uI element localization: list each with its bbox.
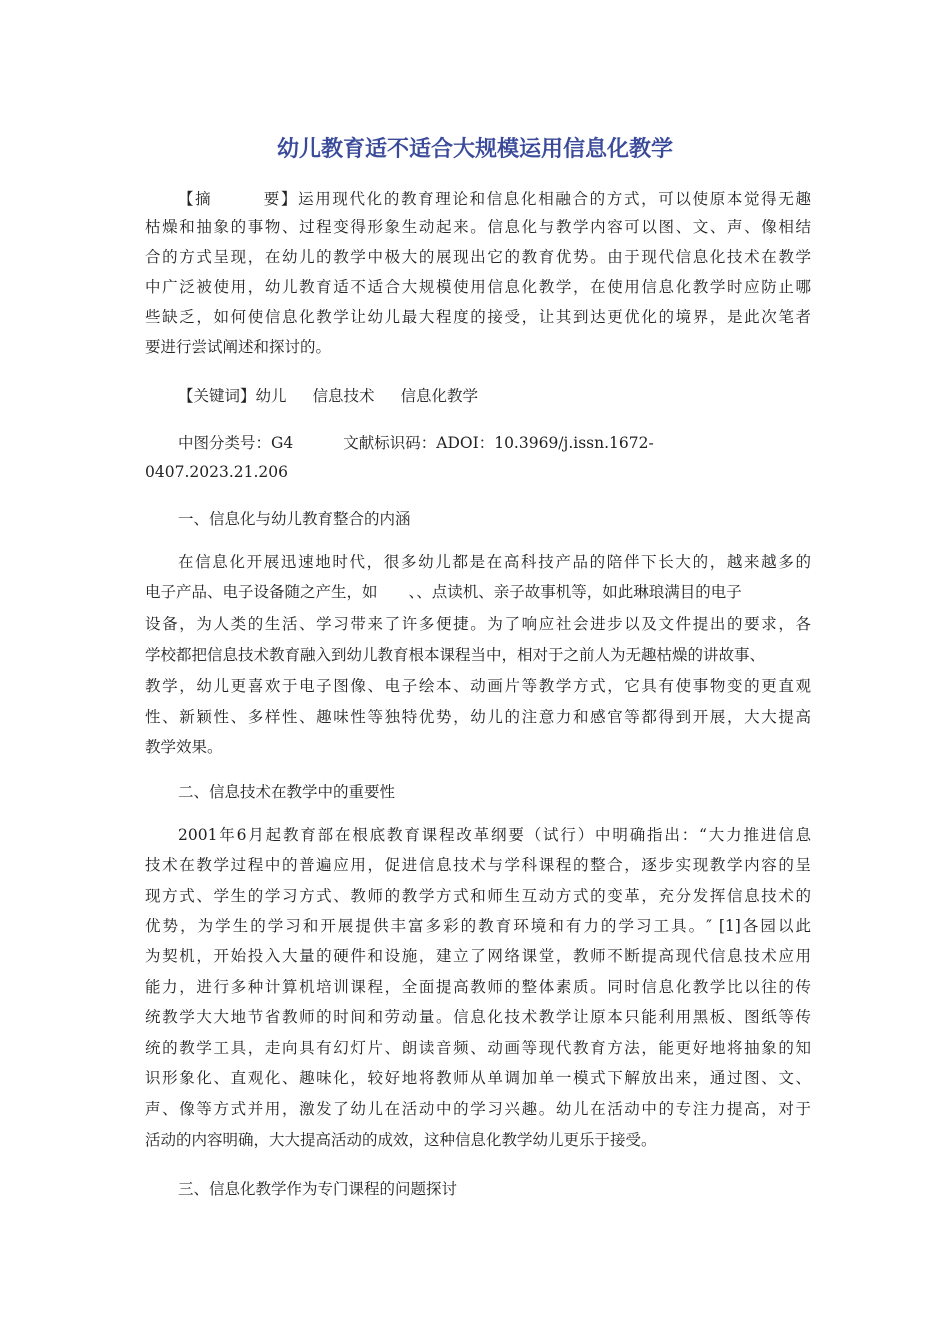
page-title: 幼儿教育适不适合大规模运用信息化教学 (276, 137, 673, 162)
paragraph-line: 活动的内容明确，大大提高活动的成效，这种信息化教学幼儿更乐于接受。 (145, 1131, 657, 1149)
paragraph-line: 电子产品、电子设备随之产生，如 、、点读机、亲子故事机等，如此琳琅满目的电子 (145, 583, 742, 601)
abstract-line: 要进行尝试阐述和探讨的。 (145, 338, 332, 356)
paragraph-line: 识形象化、直观化、趣味化，较好地将教师从单调加单一模式下解放出来，通过图、文、 (145, 1069, 811, 1087)
paragraph-line: 统的教学工具，走向具有幻灯片、朗读音频、动画等现代教育方法，能更好地将抽象的知 (145, 1039, 811, 1057)
paragraph-line: 统教学大大地节省教师的时间和劳动量。信息化技术教学让原本只能利用黑板、图纸等传 (145, 1008, 811, 1026)
section-heading: 三、信息化教学作为专门课程的问题探讨 (178, 1180, 458, 1198)
keywords (178, 384, 478, 408)
paragraph-line: 在信息化开展迅速地时代，很多幼儿都是在高科技产品的陪伴下长大的，越来越多的 (178, 553, 811, 571)
doi-continuation: 0407.2023.21.206 (145, 463, 288, 481)
paragraph-line: 设备，为人类的生活、学习带来了许多便捷。为了响应社会进步以及文件提出的要求，各 (145, 615, 811, 633)
paragraph-line: 能力，进行多种计算机培训课程，全面提高教师的整体素质。同时信息化教学比以往的传 (145, 978, 811, 996)
section-heading: 二、信息技术在教学中的重要性 (178, 783, 396, 801)
document-code: 文献标识码：A (343, 434, 448, 452)
paragraph-line: 学校都把信息技术教育融入到幼儿教育根本课程当中，相对于之前人为无趣枯燥的讲故事、 (145, 646, 766, 664)
clc-number: 中图分类号：G4 (178, 434, 294, 452)
paragraph-line: 2001年6月起教育部在根底教育课程改革纲要（试行）中明确指出：“大力推进信息 (178, 826, 811, 844)
paragraph-line: 声、像等方式并用，激发了幼儿在活动中的学习兴趣。幼儿在活动中的专注力提高，对于 (145, 1100, 811, 1118)
abstract-line: 合的方式呈现，在幼儿的教学中极大的展现出它的教育优势。由于现代信息化技术在教学 (145, 248, 811, 266)
paragraph-line: 教学效果。 (145, 738, 223, 756)
doi: DOI：10.3969/j.issn.1672- (447, 434, 654, 452)
abstract-label: 【摘 要】 (178, 190, 299, 208)
abstract-line: 中广泛被使用，幼儿教育适不适合大规模使用信息化教学，在使用信息化教学时应防止哪 (145, 278, 811, 296)
paragraph-line: 技术在教学过程中的普遍应用，促进信息技术与学科课程的整合，逐步实现教学内容的呈 (145, 856, 811, 874)
abstract-line: 【摘 要】运用现代化的教育理论和信息化相融合的方式，可以使原本觉得无趣 (178, 190, 811, 208)
keyword: 信息技术 (312, 387, 375, 405)
paragraph-line: 性、新颖性、多样性、趣味性等独特优势，幼儿的注意力和感官等都得到开展，大大提高 (145, 708, 811, 726)
document-body (145, 0, 811, 1344)
keywords-label: 【关键词】 (178, 387, 256, 405)
paragraph-line: 教学，幼儿更喜欢于电子图像、电子绘本、动画片等教学方式，它具有使事物变的更直观 (145, 677, 811, 695)
paragraph-line: 为契机，开始投入大量的硬件和设施，建立了网络课堂，教师不断提高现代信息技术应用 (145, 947, 811, 965)
keyword: 信息化教学 (400, 387, 479, 405)
paragraph-line: 现方式、学生的学习方式、教师的教学方式和师生互动方式的变革，充分发挥信息技术的 (145, 887, 811, 905)
abstract-line: 些缺乏，如何使信息化教学让幼儿最大程度的接受，让其到达更优化的境界，是此次笔者 (145, 308, 811, 326)
keyword: 幼儿 (255, 387, 287, 405)
abstract-line: 枯燥和抽象的事物、过程变得形象生动起来。信息化与教学内容可以图、文、声、像相结 (145, 218, 811, 236)
section-heading: 一、信息化与幼儿教育整合的内涵 (178, 510, 411, 528)
classification-line (178, 431, 654, 455)
paragraph-line: 优势，为学生的学习和开展提供丰富多彩的教育环境和有力的学习工具。″ [1]各园以此 (145, 917, 811, 935)
